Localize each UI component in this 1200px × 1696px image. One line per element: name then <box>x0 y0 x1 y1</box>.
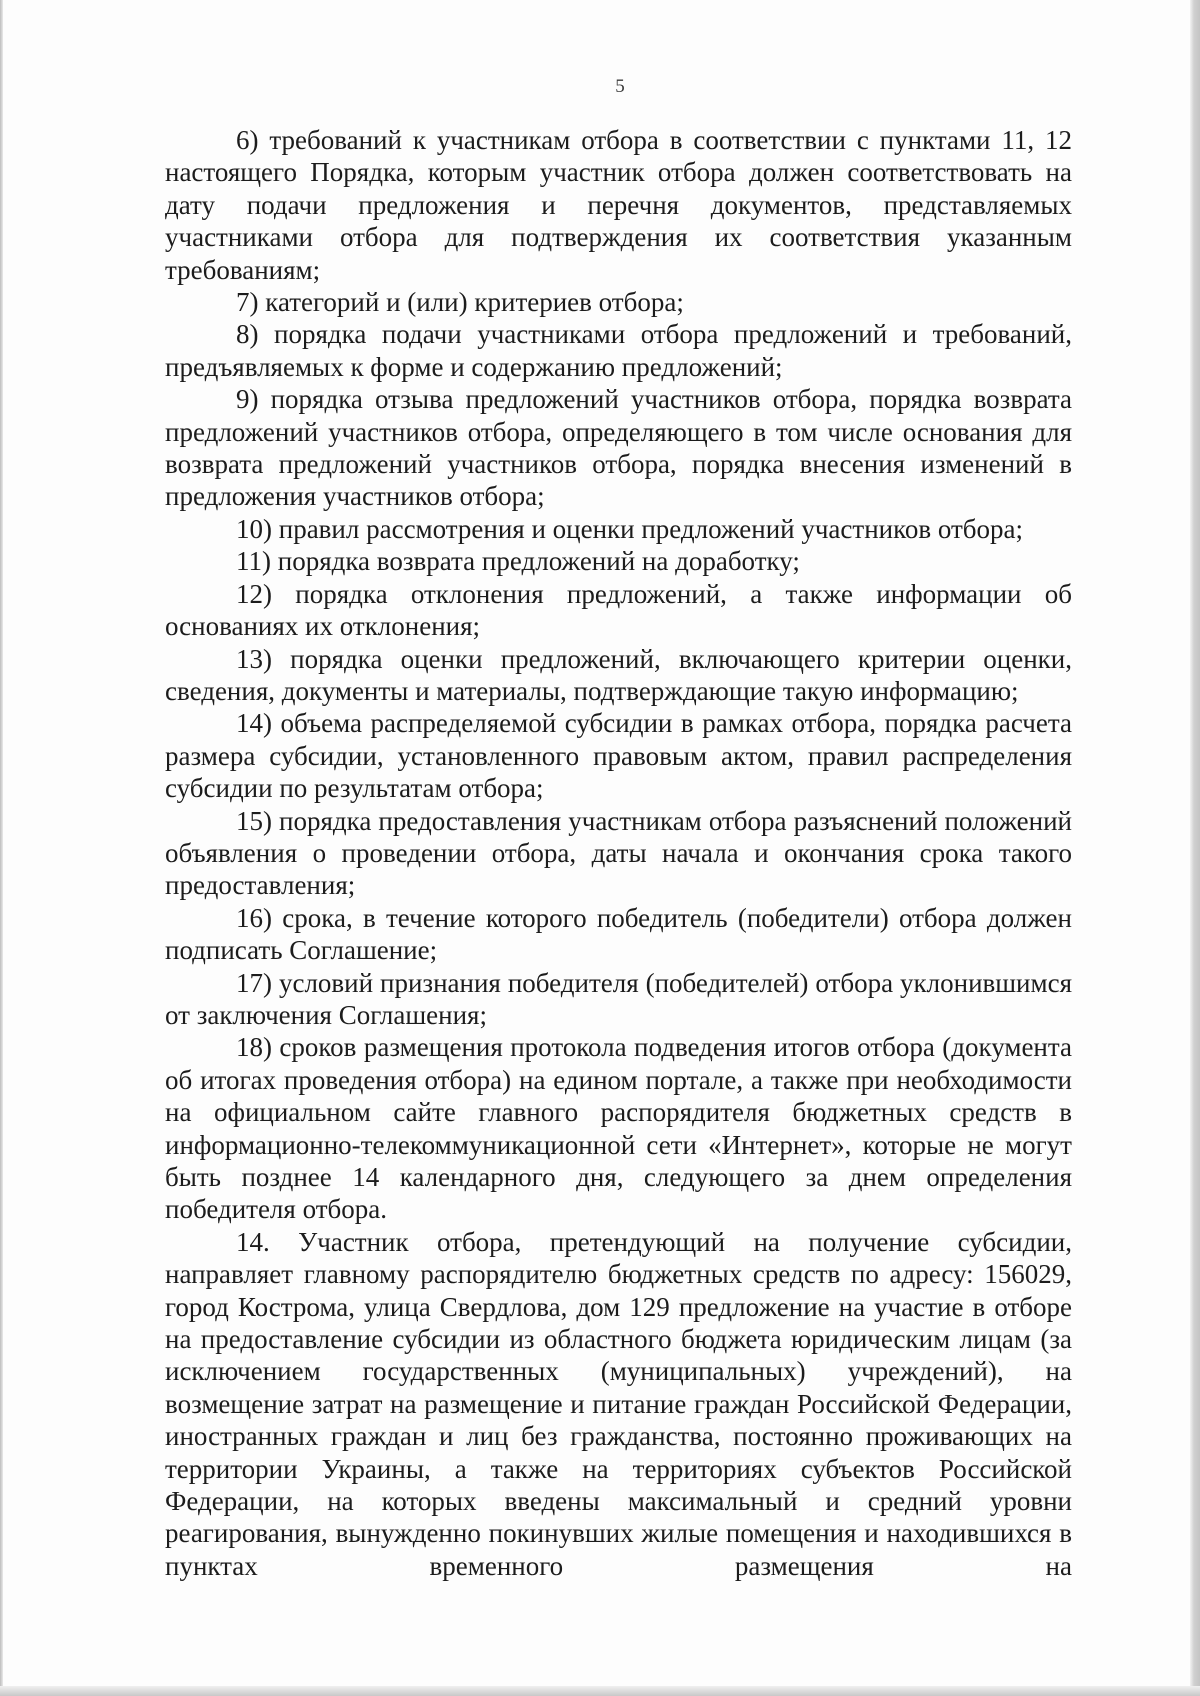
list-item-7: 7) категорий и (или) критериев отбора; <box>236 287 684 318</box>
list-item-16: 16) срока, в течение которого победитель (победители) отбора должен подписать Соглашение; <box>165 902 1072 966</box>
list-item-18: 18) сроков размещения протокола подведения итогов отбора (документа об итогах проведения отбора) на едином портале, а также при необходимости на официальном сайте главного распорядителя бюджетных средств в информационно-телекоммуникационной сети «Интернет», которые не могут быть позднее 14 календарного дня, следующего за днем определения победителя отбора. <box>165 1032 1072 1225</box>
scan-right-edge <box>1190 0 1200 1696</box>
list-item-8: 8) порядка подачи участниками отбора предложений и требований, предъявляемых к форме и содержанию предложений; <box>165 319 1072 382</box>
list-item-15: 15) порядка предоставления участникам отбора разъяснений положений объявления о проведении отбора, даты начала и окончания срока такого предоставления; <box>165 805 1072 901</box>
page-number: 5 <box>615 76 625 97</box>
list-item-17: 17) условий признания победителя (победителей) отбора уклонившимся от заключения Соглашения; <box>165 967 1072 1030</box>
list-item-6: 6) требований к участникам отбора в соответствии с пунктами 11, 12 настоящего Порядка, которым участник отбора должен соответствовать на дату подачи предложения и перечня документов, представляемых участниками отбора для подтверждения их соответствия указанным требованиям; <box>165 125 1072 285</box>
list-item-12: 12) порядка отклонения предложений, а также информации об основаниях их отклонения; <box>165 578 1072 642</box>
document-body <box>165 124 1072 1582</box>
scan-left-edge <box>0 0 3 1696</box>
list-item-14: 14) объема распределяемой субсидии в рамках отбора, порядка расчета размера субсидии, установленного правовым актом, правил распределения субсидии по результатам отбора; <box>165 708 1072 804</box>
list-item-13: 13) порядка оценки предложений, включающего критерии оценки, сведения, документы и материалы, подтверждающие такую информацию; <box>165 643 1072 706</box>
list-item-10: 10) правил рассмотрения и оценки предложений участников отбора; <box>236 513 1024 544</box>
clause-14: 14. Участник отбора, претендующий на получение субсидии, направляет главному распорядителю бюджетных средств по адресу: 156029, город Кострома, улица Свердлова, дом 129 предложение на участие в отборе на предоставление субсидии из областного бюджета юридическим лицам (за исключением государственных (муниципальных) учреждений), на возмещение затрат на размещение и питание граждан Российской Федерации, иностранных граждан и лиц без гражданства, постоянно проживающих на территории Украины, а также на территориях субъектов Российской Федерации, на которых введены максимальный и средний уровни реагирования, вынужденно покинувших жилые помещения и находившихся в пунктах временного размещения на <box>165 1226 1072 1581</box>
scan-bottom-edge <box>0 1686 1200 1696</box>
list-item-11: 11) порядка возврата предложений на доработку; <box>236 546 800 577</box>
list-item-9: 9) порядка отзыва предложений участников отбора, порядка возврата предложений участников отбора, определяющего в том числе основания для возврата предложений участников отбора, порядка внесения изменений в предложения участников отбора; <box>165 384 1072 512</box>
